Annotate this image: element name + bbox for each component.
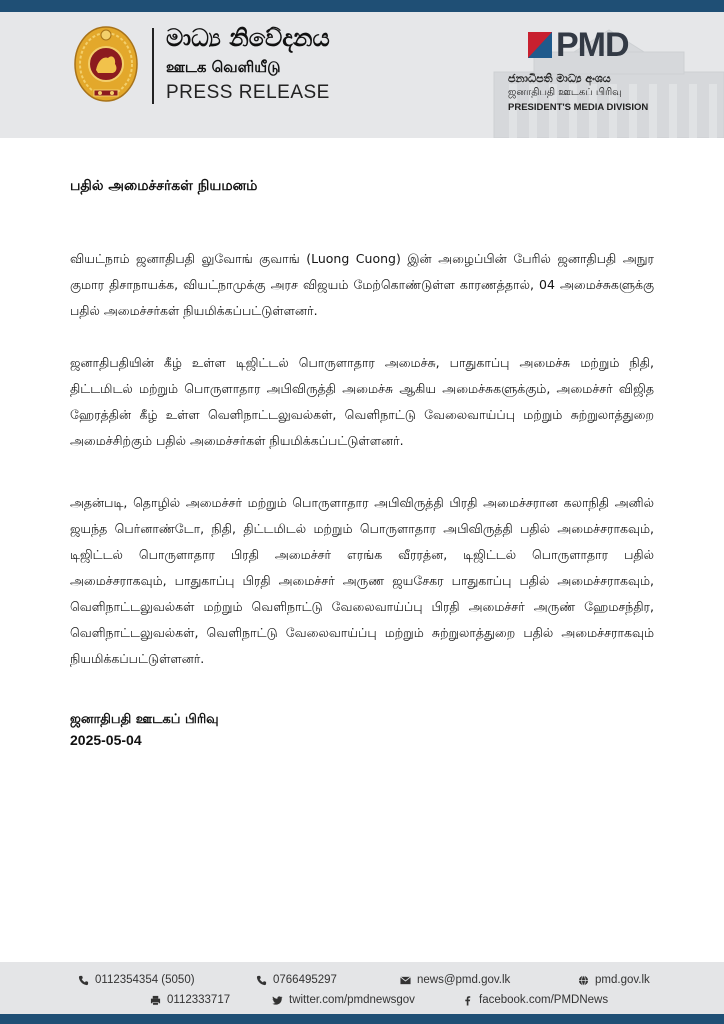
header-divider xyxy=(152,28,154,104)
facebook-page: facebook.com/PMDNews xyxy=(479,994,609,1006)
org-name-sinhala: ජනාධිපති මාධ්‍ය අංශය xyxy=(508,72,611,85)
footer-twitter[interactable] xyxy=(272,994,415,1006)
signature-block xyxy=(70,710,219,750)
twitter-handle: twitter.com/pmdnewsgov xyxy=(289,994,415,1006)
fax-icon xyxy=(150,995,161,1006)
footer-mobile[interactable] xyxy=(256,974,337,986)
fax-number: 0112333717 xyxy=(167,994,231,1006)
footer-phone[interactable] xyxy=(78,974,195,986)
pmd-logo-text: PMD xyxy=(556,26,629,64)
footer-website[interactable] xyxy=(578,974,650,986)
title-tamil: ஊடக வெளியீடு xyxy=(166,58,281,76)
org-name-tamil: ஜனாதிபதி ஊடகப் பிரிவு xyxy=(508,87,622,98)
signature-name: ஜனாதிபதி ஊடகப் பிரிவு xyxy=(70,712,219,727)
paragraph-2: ஜனாதிபதியின் கீழ் உள்ள டிஜிட்டல் பொருளாதார அமைச்சு, பாதுகாப்பு அமைச்சு மற்றும் நிதி, திட்டமிடல் மற்றும் பொருளாதார அபிவிருத்தி அமைச்சு ஆகிய அமைச்சுகளுக்கும், அமைச்சர் விஜித ஹேரத்தின் கீழ் உள்ள வெளிநாட்டலுவல்கள், வெளிநாட்டு வேலைவாய்ப்பு மற்றும் சுற்றுலாத்துறை அமைச்சிற்கும் பதில் அமைச்சர்கள் நியமிக்கப்பட்டுள்ளனர். xyxy=(70,355,654,448)
bottom-accent-bar xyxy=(0,1014,724,1024)
phone-icon xyxy=(256,975,267,986)
paragraph-3: அதன்படி, தொழில் அமைச்சர் மற்றும் பொருளாதார அபிவிருத்தி பிரதி அமைச்சரான கலாநிதி அனில் ஜயந்த பெர்னாண்டோ, நிதி, திட்டமிடல் மற்றும் பொருளாதார அபிவிருத்தி பதில் அமைச்சராகவும், டிஜிட்டல் பொருளாதார பிரதி அமைச்சர் எரங்க வீரரத்ன, டிஜிட்டல் பொருளாதார பதில் அமைச்சராகவும், பாதுகாப்பு பிரதி அமைச்சர் அருண ஜயசேகர பாதுகாப்பு பதில் அமைச்சராகவும், வெளிநாட்டலுவல்கள் மற்றும் வெளிநாட்டு வேலைவாய்ப்பு பிரதி அமைச்சர் அருண் ஹேமசந்திர, வெளிநாட்டலுவல்கள், வெளிநாட்டு வேலைவாய்ப்பு மற்றும் சுற்றுலாத்துறை பதில் அமைச்சராகவும் நியமிக்கப்பட்டுள்ளனர். xyxy=(70,495,654,666)
twitter-icon xyxy=(272,995,283,1006)
footer-fax[interactable] xyxy=(150,994,230,1006)
pmd-logo xyxy=(528,26,648,66)
footer-email[interactable] xyxy=(400,974,510,986)
top-accent-bar xyxy=(0,0,724,12)
footer xyxy=(0,962,724,1014)
footer-facebook[interactable] xyxy=(462,994,608,1006)
website-url: pmd.gov.lk xyxy=(595,974,650,986)
email-address: news@pmd.gov.lk xyxy=(417,974,511,986)
phone-icon xyxy=(78,975,89,986)
sri-lanka-emblem-icon xyxy=(72,24,140,104)
globe-icon xyxy=(578,975,589,986)
paragraph-1: வியட்நாம் ஜனாதிபதி லுவோங் குவாங் (Luong Cuong) இன் அழைப்பின் பேரில் ஜனாதிபதி அநுர குமார திசாநாயக்க, வியட்நாமுக்கு அரச விஜயம் மேற்கொண்டுள்ள காரணத்தால், 04 அமைச்சுகளுக்கு பதில் அமைச்சர்கள் நியமிக்கப்பட்டுள்ளனர். xyxy=(70,251,654,318)
org-name-english: PRESIDENT'S MEDIA DIVISION xyxy=(508,102,649,113)
pmd-logo-mark-icon xyxy=(528,32,552,58)
mobile-number: 0766495297 xyxy=(273,974,337,986)
release-date: 2025-05-04 xyxy=(70,732,142,748)
phone-number: 0112354354 (5050) xyxy=(95,974,195,986)
title-sinhala: මාධ්‍ය නිවේදනය xyxy=(166,24,330,52)
mail-icon xyxy=(400,975,411,986)
document-title: பதில் அமைச்சர்கள் நியமனம் xyxy=(70,178,258,194)
title-english: PRESS RELEASE xyxy=(166,82,330,103)
facebook-icon xyxy=(462,995,473,1006)
